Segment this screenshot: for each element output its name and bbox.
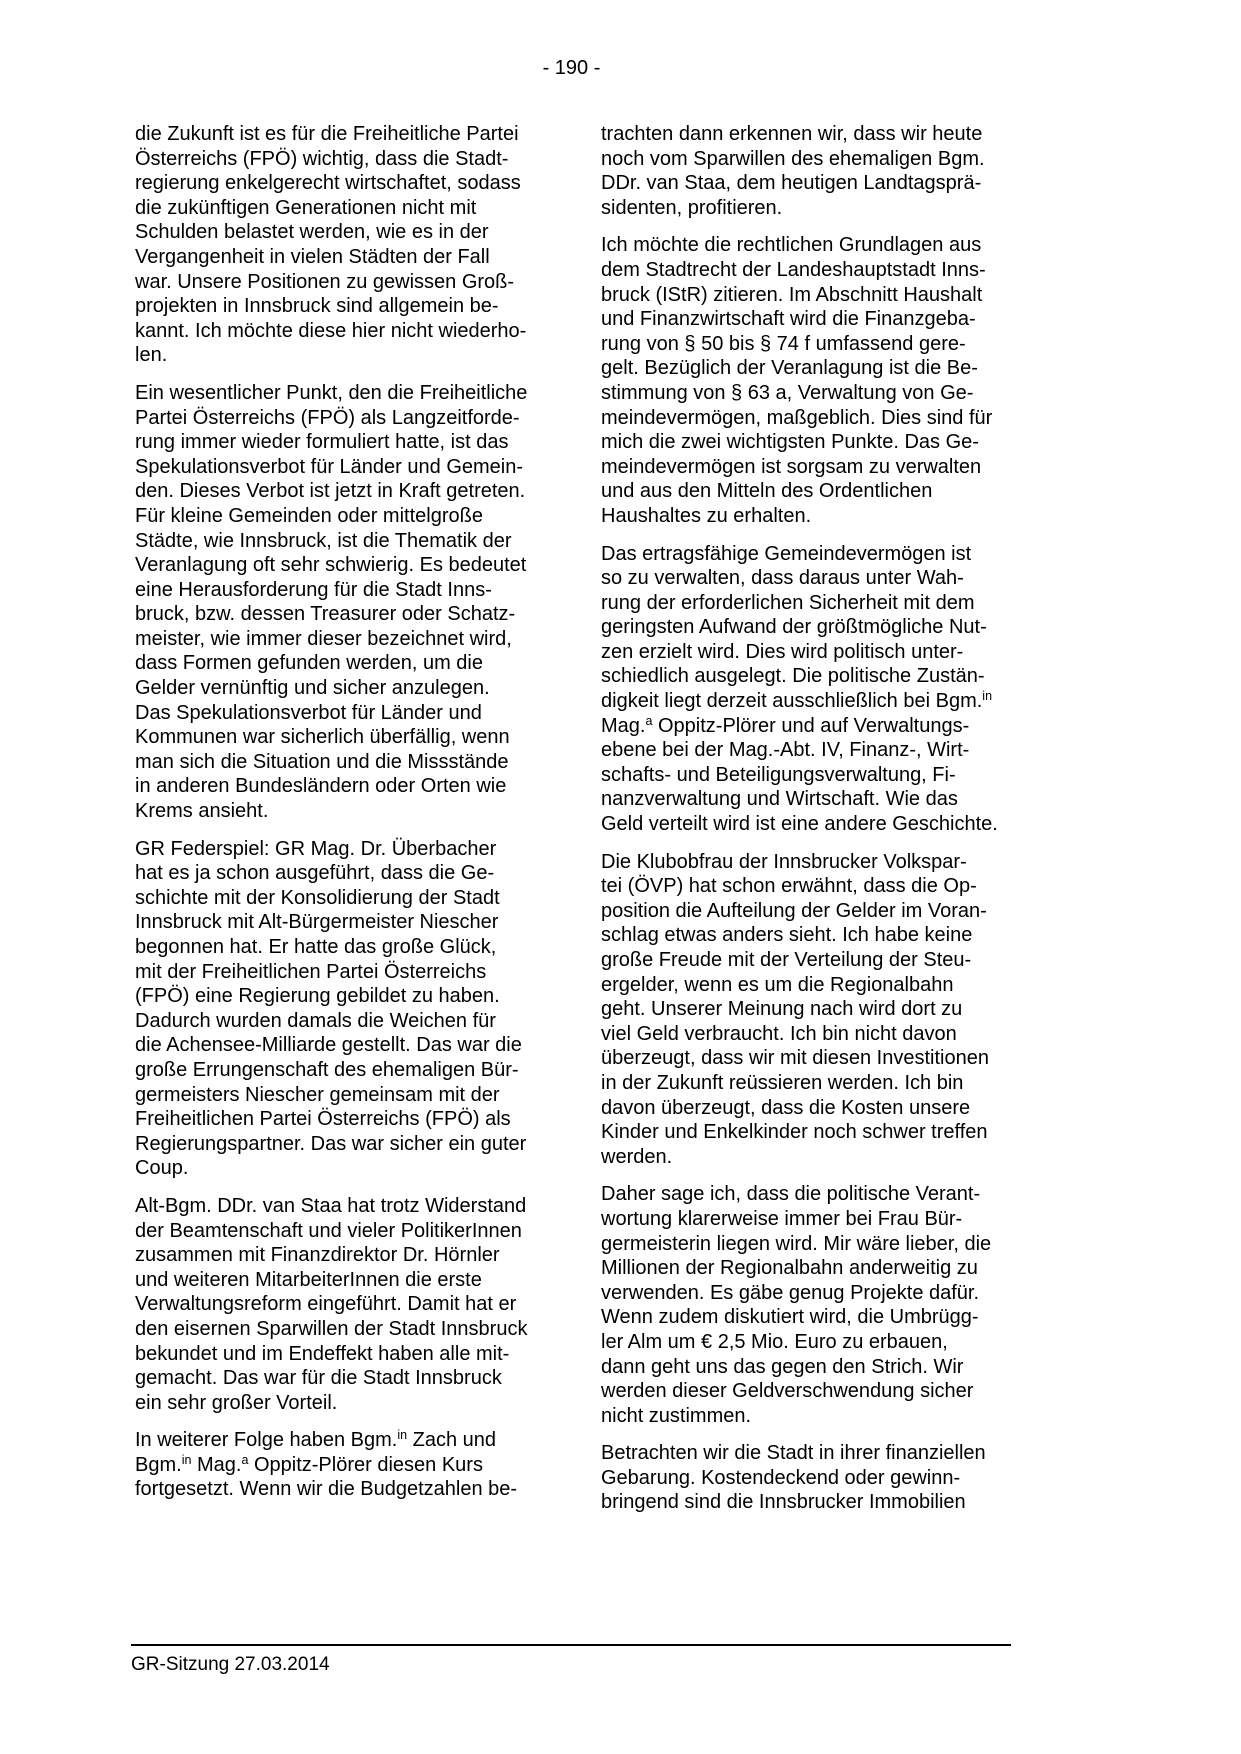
text-line: ebene bei der Mag.-Abt. IV, Finanz-, Wirt-	[601, 739, 970, 762]
text-line: Städte, wie Innsbruck, ist die Thematik der	[135, 529, 512, 552]
text-line: eine Herausforderung für die Stadt Inns-	[135, 578, 492, 601]
text-line: Gelder vernünftig und sicher anzulegen.	[135, 677, 490, 700]
text-line: so zu verwalten, dass daraus unter Wah-	[601, 567, 964, 590]
text-line: projekten in Innsbruck sind allgemein be-	[135, 295, 499, 318]
text-line: germeisters Niescher gemeinsam mit der	[135, 1083, 500, 1106]
text-line: Partei Österreichs (FPÖ) als Langzeitforde-	[135, 406, 520, 429]
text-line: schichte mit der Konsolidierung der Stadt	[135, 886, 500, 909]
text-line: Kinder und Enkelkinder noch schwer treffen	[601, 1121, 988, 1144]
paragraph	[601, 542, 1011, 837]
text-line: Betrachten wir die Stadt in ihrer finanziellen	[601, 1442, 986, 1465]
text-line: digkeit liegt derzeit ausschließlich bei Bgm.$^{in}$	[601, 689, 993, 713]
text-line: wortung klarerweise immer bei Frau Bür-	[601, 1207, 963, 1230]
text-line: dass Formen gefunden werden, um die	[135, 652, 483, 675]
text-line: in anderen Bundesländern oder Orten wie	[135, 775, 507, 798]
text-line: tei (ÖVP) hat schon erwähnt, dass die Op-	[601, 875, 977, 898]
text-line: dem Stadtrecht der Landeshauptstadt Inns-	[601, 258, 986, 281]
text-line: Schulden belastet werden, wie es in der	[135, 221, 489, 244]
text-line: DDr. van Staa, dem heutigen Landtagsprä-	[601, 172, 982, 195]
text-line: Spekulationsverbot für Länder und Gemein-	[135, 455, 524, 478]
text-line: geringsten Aufwand der größtmögliche Nut-	[601, 616, 987, 639]
text-line: Freiheitlichen Partei Österreichs (FPÖ) als	[135, 1108, 511, 1131]
text-line: die Achensee-Milliarde gestellt. Das war die	[135, 1034, 522, 1057]
text-line: den. Dieses Verbot ist jetzt in Kraft getreten.	[135, 480, 526, 503]
text-line: die Zukunft ist es für die Freiheitliche Partei	[135, 123, 519, 145]
text-line: Das ertragsfähige Gemeindevermögen ist	[601, 542, 972, 565]
text-line: davon überzeugt, dass die Kosten unsere	[601, 1096, 971, 1119]
paragraph	[135, 122, 595, 368]
text-line: Für kleine Gemeinden oder mittelgroße	[135, 504, 483, 527]
text-line: meindevermögen, maßgeblich. Dies sind für	[601, 406, 993, 429]
text-line: Kommunen war sicherlich überfällig, wenn	[135, 726, 510, 749]
text-line: Vergangenheit in vielen Städten der Fall	[135, 245, 490, 268]
text-line: schiedlich ausgelegt. Die politische Zustän-	[601, 665, 985, 688]
text-line: noch vom Sparwillen des ehemaligen Bgm.	[601, 147, 985, 170]
text-line: Bgm.$^{in}$ Mag.$^a$ Oppitz-Plörer diesen Kurs	[135, 1452, 483, 1476]
text-line: Krems ansieht.	[135, 800, 269, 823]
superscript: in	[982, 689, 993, 704]
text-line: Dadurch wurden damals die Weichen für	[135, 1009, 496, 1032]
superscript: in	[397, 1428, 408, 1443]
paragraph	[135, 1194, 595, 1415]
left-column	[135, 122, 595, 1515]
text-line: geht. Unserer Meinung nach wird dort zu	[601, 998, 963, 1021]
text-line: werden dieser Geldverschwendung sicher	[601, 1380, 974, 1403]
text-line: stimmung von § 63 a, Verwaltung von Ge-	[601, 381, 974, 404]
text-line: trachten dann erkennen wir, dass wir heute	[601, 123, 983, 145]
text-line: Wenn zudem diskutiert wird, die Umbrügg-	[601, 1306, 979, 1329]
text-line: und weiteren MitarbeiterInnen die erste	[135, 1268, 482, 1291]
text-line: Österreichs (FPÖ) wichtig, dass die Stadt-	[135, 147, 509, 170]
text-line: dann geht uns das gegen den Strich. Wir	[601, 1355, 964, 1378]
text-line: Die Klubobfrau der Innsbrucker Volkspar-	[601, 850, 967, 873]
text-line: Verwaltungsreform eingeführt. Damit hat er	[135, 1293, 517, 1316]
superscript: a	[645, 713, 653, 728]
text-line: Regierungspartner. Das war sicher ein guter	[135, 1132, 527, 1155]
text-line: rung der erforderlichen Sicherheit mit dem	[601, 591, 975, 614]
text-line: schlag etwas anders sieht. Ich habe keine	[601, 924, 973, 947]
text-line: überzeugt, dass wir mit diesen Investitionen	[601, 1047, 989, 1070]
text-columns	[135, 122, 1015, 1622]
text-line: Haushaltes zu erhalten.	[601, 504, 812, 527]
text-line: verwenden. Es gäbe genug Projekte dafür.	[601, 1281, 980, 1304]
text-line: Alt-Bgm. DDr. van Staa hat trotz Widerstand	[135, 1194, 527, 1217]
paragraph	[135, 837, 595, 1181]
text-line: war. Unsere Positionen zu gewissen Groß-	[135, 270, 515, 293]
text-line: Daher sage ich, dass die politische Verant-	[601, 1183, 981, 1206]
text-line: bruck, bzw. dessen Treasurer oder Schatz-	[135, 603, 516, 626]
text-line: bekundet und im Endeffekt haben alle mit-	[135, 1342, 510, 1365]
text-line: Coup.	[135, 1157, 189, 1180]
text-line: meindevermögen ist sorgsam zu verwalten	[601, 455, 982, 478]
text-line: Veranlagung oft sehr schwierig. Es bedeutet	[135, 554, 527, 577]
text-line: GR Federspiel: GR Mag. Dr. Überbacher	[135, 837, 497, 860]
text-line: hat es ja schon ausgeführt, dass die Ge-	[135, 862, 495, 885]
page-footer	[131, 1644, 1011, 1676]
text-line: den eisernen Sparwillen der Stadt Innsbruck	[135, 1317, 528, 1340]
text-line: zen erzielt wird. Dies wird politisch unter-	[601, 640, 964, 663]
text-line: nanzverwaltung und Wirtschaft. Wie das	[601, 788, 958, 811]
text-line: werden.	[601, 1145, 673, 1168]
text-line: Ein wesentlicher Punkt, den die Freiheitliche	[135, 381, 528, 404]
text-line: (FPÖ) eine Regierung gebildet zu haben.	[135, 985, 500, 1008]
paragraph	[601, 850, 1011, 1170]
right-column	[601, 122, 1011, 1528]
text-line: meister, wie immer dieser bezeichnet wird,	[135, 627, 512, 650]
text-line: ergelder, wenn es um die Regionalbahn	[601, 973, 954, 996]
text-line: rung immer wieder formuliert hatte, ist das	[135, 431, 509, 454]
text-line: regierung enkelgerecht wirtschaftet, sodass	[135, 172, 521, 195]
paragraph	[601, 233, 1011, 528]
text-line: die zukünftigen Generationen nicht mit	[135, 196, 477, 219]
text-line: und Finanzwirtschaft wird die Finanzgeba-	[601, 308, 976, 331]
text-line: ler Alm um € 2,5 Mio. Euro zu erbauen,	[601, 1330, 948, 1353]
text-line: fortgesetzt. Wenn wir die Budgetzahlen be-	[135, 1478, 518, 1501]
text-line: Geld verteilt wird ist eine andere Geschichte.	[601, 813, 998, 836]
text-line: man sich die Situation und die Missstände	[135, 750, 509, 773]
text-line: bruck (IStR) zitieren. Im Abschnitt Haushalt	[601, 283, 983, 306]
text-line: gelt. Bezüglich der Veranlagung ist die Be-	[601, 357, 978, 380]
text-line: mit der Freiheitlichen Partei Österreichs	[135, 960, 487, 983]
text-line: In weiterer Folge haben Bgm.$^{in}$ Zach und	[135, 1428, 497, 1452]
text-line: große Freude mit der Verteilung der Steu-	[601, 949, 972, 971]
text-line: gemacht. Das war für die Stadt Innsbruck	[135, 1367, 502, 1390]
text-line: Ich möchte die rechtlichen Grundlagen aus	[601, 234, 982, 257]
paragraph	[601, 122, 1011, 220]
text-line: zusammen mit Finanzdirektor Dr. Hörnler	[135, 1244, 500, 1267]
text-line: kannt. Ich möchte diese hier nicht wiederho-	[135, 319, 527, 342]
paragraph	[135, 381, 595, 824]
text-line: rung von § 50 bis § 74 f umfassend gere-	[601, 332, 966, 355]
text-line: viel Geld verbraucht. Ich bin nicht davon	[601, 1022, 957, 1045]
text-line: schafts- und Beteiligungsverwaltung, Fi-	[601, 763, 956, 786]
text-line: Innsbruck mit Alt-Bürgermeister Niescher	[135, 911, 499, 934]
text-line: nicht zustimmen.	[601, 1404, 752, 1427]
text-line: mich die zwei wichtigsten Punkte. Das Ge-	[601, 431, 979, 454]
text-line: Das Spekulationsverbot für Länder und	[135, 701, 482, 724]
footer-text: GR-Sitzung 27.03.2014	[131, 1654, 330, 1675]
paragraph	[601, 1441, 1011, 1515]
text-line: Mag.$^a$ Oppitz-Plörer und auf Verwaltungs-	[601, 713, 970, 737]
page-number: - 190 -	[542, 57, 601, 79]
text-line: sidenten, profitieren.	[601, 196, 783, 219]
text-line: Gebarung. Kostendeckend oder gewinn-	[601, 1466, 961, 1489]
paragraph	[135, 1428, 595, 1502]
text-line: bringend sind die Innsbrucker Immobilien	[601, 1491, 966, 1514]
text-line: große Errungenschaft des ehemaligen Bür-	[135, 1058, 519, 1081]
text-line: begonnen hat. Er hatte das große Glück,	[135, 936, 497, 958]
superscript: in	[181, 1452, 192, 1467]
text-line: Millionen der Regionalbahn anderweitig zu	[601, 1257, 978, 1280]
text-line: ein sehr großer Vorteil.	[135, 1391, 338, 1414]
text-line: und aus den Mitteln des Ordentlichen	[601, 480, 933, 503]
text-line: len.	[135, 344, 168, 367]
text-line: in der Zukunft reüssieren werden. Ich bin	[601, 1071, 964, 1094]
text-line: der Beamtenschaft und vieler PolitikerInnen	[135, 1219, 522, 1242]
text-line: germeisterin liegen wird. Mir wäre lieber, die	[601, 1232, 992, 1255]
text-line: position die Aufteilung der Gelder im Voran-	[601, 899, 987, 922]
superscript: a	[241, 1452, 249, 1467]
paragraph	[601, 1182, 1011, 1428]
